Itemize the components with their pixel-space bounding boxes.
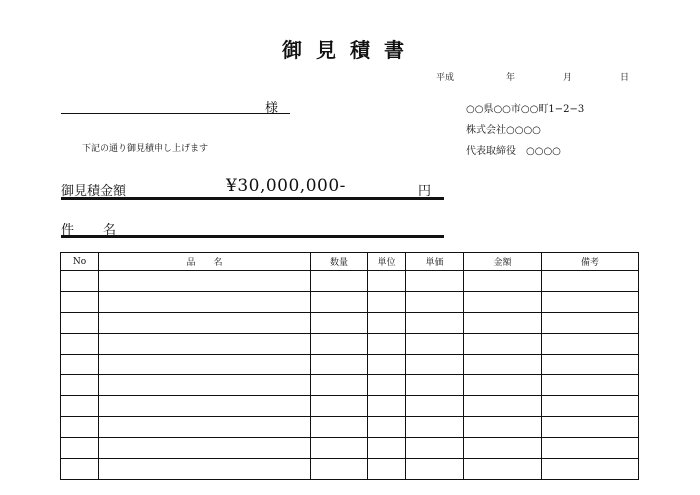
table-row xyxy=(61,271,639,292)
date-era: 平成 xyxy=(436,73,455,83)
cell-amount[interactable] xyxy=(464,312,542,333)
cell-unit[interactable] xyxy=(368,417,406,438)
cell-no[interactable] xyxy=(61,438,99,459)
amount-value: ¥30,000,000- xyxy=(226,176,346,196)
date-day: 日 xyxy=(620,73,630,83)
recipient-name-line[interactable] xyxy=(61,113,290,114)
cell-no[interactable] xyxy=(61,312,99,333)
cell-item-name[interactable] xyxy=(99,438,311,459)
cell-remarks[interactable] xyxy=(542,354,639,375)
cell-amount[interactable] xyxy=(464,333,542,354)
cell-item-name[interactable] xyxy=(99,417,311,438)
table-row xyxy=(61,333,639,354)
col-header-no: No xyxy=(61,253,99,271)
subject-underline xyxy=(61,235,444,238)
cell-remarks[interactable] xyxy=(542,375,639,396)
cell-item-name[interactable] xyxy=(99,459,311,480)
subject-label: 件 名 xyxy=(61,223,118,238)
cell-remarks[interactable] xyxy=(542,438,639,459)
col-header-remarks: 備考 xyxy=(542,253,639,271)
table-row xyxy=(61,438,639,459)
cell-remarks[interactable] xyxy=(542,333,639,354)
intro-text: 下記の通り御見積申し上げます xyxy=(82,144,209,154)
date-year: 年 xyxy=(506,73,516,83)
cell-quantity[interactable] xyxy=(311,459,368,480)
table-row xyxy=(61,396,639,417)
col-header-item-name: 品 名 xyxy=(99,253,311,271)
cell-amount[interactable] xyxy=(464,375,542,396)
cell-remarks[interactable] xyxy=(542,271,639,292)
cell-item-name[interactable] xyxy=(99,375,311,396)
line-items-table xyxy=(60,252,639,480)
cell-amount[interactable] xyxy=(464,438,542,459)
cell-remarks[interactable] xyxy=(542,459,639,480)
cell-amount[interactable] xyxy=(464,417,542,438)
cell-item-name[interactable] xyxy=(99,333,311,354)
col-header-amount: 金額 xyxy=(464,253,542,271)
cell-remarks[interactable] xyxy=(542,396,639,417)
cell-no[interactable] xyxy=(61,417,99,438)
cell-quantity[interactable] xyxy=(311,312,368,333)
document-title: 御見積書 xyxy=(282,38,418,62)
cell-no[interactable] xyxy=(61,396,99,417)
cell-item-name[interactable] xyxy=(99,312,311,333)
cell-quantity[interactable] xyxy=(311,271,368,292)
amount-unit: 円 xyxy=(418,184,432,199)
table-row xyxy=(61,375,639,396)
table-row xyxy=(61,354,639,375)
cell-unit[interactable] xyxy=(368,312,406,333)
cell-amount[interactable] xyxy=(464,291,542,312)
cell-quantity[interactable] xyxy=(311,354,368,375)
cell-unit-price[interactable] xyxy=(406,354,464,375)
recipient-suffix: 様 xyxy=(265,101,279,116)
cell-unit-price[interactable] xyxy=(406,271,464,292)
cell-unit[interactable] xyxy=(368,438,406,459)
cell-no[interactable] xyxy=(61,459,99,480)
issuer-company: 株式会社○○○○ xyxy=(466,125,541,136)
cell-item-name[interactable] xyxy=(99,291,311,312)
cell-item-name[interactable] xyxy=(99,396,311,417)
cell-amount[interactable] xyxy=(464,354,542,375)
table-row xyxy=(61,459,639,480)
amount-underline xyxy=(61,197,444,200)
cell-unit-price[interactable] xyxy=(406,396,464,417)
cell-quantity[interactable] xyxy=(311,333,368,354)
table-row xyxy=(61,291,639,312)
cell-unit[interactable] xyxy=(368,396,406,417)
cell-no[interactable] xyxy=(61,291,99,312)
cell-quantity[interactable] xyxy=(311,291,368,312)
cell-no[interactable] xyxy=(61,354,99,375)
cell-unit-price[interactable] xyxy=(406,438,464,459)
cell-quantity[interactable] xyxy=(311,438,368,459)
col-header-unit: 単位 xyxy=(368,253,406,271)
cell-remarks[interactable] xyxy=(542,417,639,438)
issuer-representative: 代表取締役 ○○○○ xyxy=(466,146,561,157)
amount-label: 御見積金額 xyxy=(61,184,127,199)
cell-unit[interactable] xyxy=(368,271,406,292)
table-header-row xyxy=(61,253,639,271)
cell-remarks[interactable] xyxy=(542,291,639,312)
cell-remarks[interactable] xyxy=(542,312,639,333)
cell-no[interactable] xyxy=(61,271,99,292)
cell-quantity[interactable] xyxy=(311,417,368,438)
date-month: 月 xyxy=(563,73,573,83)
cell-unit[interactable] xyxy=(368,459,406,480)
table-row xyxy=(61,417,639,438)
cell-quantity[interactable] xyxy=(311,396,368,417)
cell-item-name[interactable] xyxy=(99,354,311,375)
cell-unit[interactable] xyxy=(368,291,406,312)
cell-amount[interactable] xyxy=(464,271,542,292)
cell-unit-price[interactable] xyxy=(406,459,464,480)
cell-no[interactable] xyxy=(61,375,99,396)
cell-unit-price[interactable] xyxy=(406,417,464,438)
cell-unit[interactable] xyxy=(368,333,406,354)
cell-unit[interactable] xyxy=(368,375,406,396)
col-header-unit-price: 単価 xyxy=(406,253,464,271)
cell-unit-price[interactable] xyxy=(406,375,464,396)
cell-unit-price[interactable] xyxy=(406,291,464,312)
cell-unit-price[interactable] xyxy=(406,312,464,333)
cell-unit-price[interactable] xyxy=(406,333,464,354)
cell-amount[interactable] xyxy=(464,396,542,417)
cell-quantity[interactable] xyxy=(311,375,368,396)
cell-no[interactable] xyxy=(61,333,99,354)
col-header-quantity: 数量 xyxy=(311,253,368,271)
table-row xyxy=(61,312,639,333)
cell-amount[interactable] xyxy=(464,459,542,480)
cell-unit[interactable] xyxy=(368,354,406,375)
issuer-address: ○○県○○市○○町1−2−3 xyxy=(466,104,585,115)
cell-item-name[interactable] xyxy=(99,271,311,292)
